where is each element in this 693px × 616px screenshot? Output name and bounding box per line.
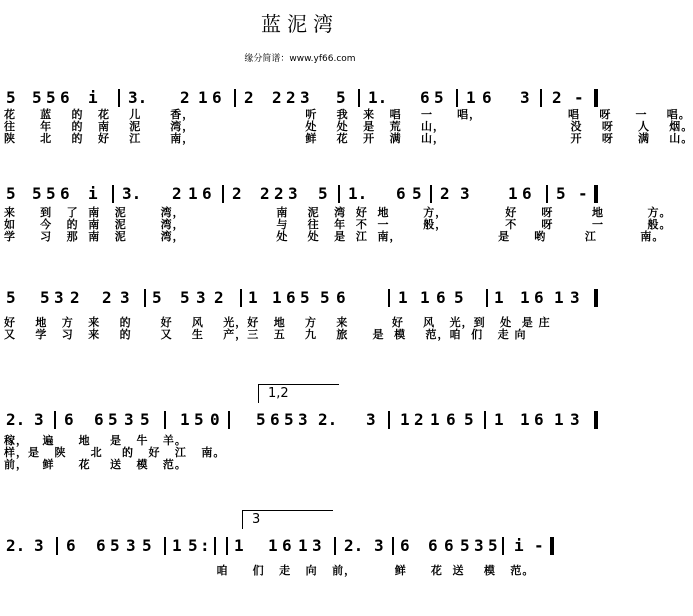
- note: 5: [454, 288, 464, 307]
- bar-line: [546, 185, 548, 203]
- note: 6: [60, 184, 70, 203]
- note: 6: [522, 184, 532, 203]
- note: 5: [6, 184, 16, 203]
- lyric-line: 咱 们 走 向 前， 鲜 花 送 模 范。: [4, 564, 535, 577]
- note: 5: [284, 410, 294, 429]
- note: 1: [420, 288, 430, 307]
- staff-row: [0, 288, 600, 368]
- note: 6: [482, 88, 492, 107]
- note: 2: [70, 288, 80, 307]
- note: 2: [214, 288, 224, 307]
- note: 5: [142, 536, 152, 555]
- note: 5: [556, 184, 566, 203]
- bar-line: [214, 537, 216, 555]
- note: -: [578, 184, 588, 203]
- note: 5: [152, 288, 162, 307]
- note: 3: [120, 288, 130, 307]
- note: 1.: [368, 88, 388, 107]
- staff-row: [0, 88, 693, 168]
- lyric-line: 如 今 的 南 泥 湾， 与 往 年 不 一 般， 不 呀 一 般。: [4, 218, 672, 231]
- note: 6: [534, 410, 544, 429]
- bar-line: [594, 89, 598, 107]
- note: 1: [188, 184, 198, 203]
- note: 5: [180, 288, 190, 307]
- note: 3: [34, 410, 44, 429]
- note: 1: [172, 536, 182, 555]
- note: 1: [198, 88, 208, 107]
- note: 3.: [128, 88, 148, 107]
- note: 5: [318, 184, 328, 203]
- bar-line: [550, 537, 554, 555]
- note: 5: [108, 410, 118, 429]
- lyric-line: 前， 鲜 花 送 模 范。: [4, 458, 187, 471]
- note: 2: [180, 88, 190, 107]
- note: 6: [96, 536, 106, 555]
- note: 1: [508, 184, 518, 203]
- note: i: [88, 88, 98, 107]
- bar-line: [388, 411, 390, 429]
- note: 5: [188, 536, 198, 555]
- bar-line: [388, 289, 390, 307]
- note: 5: [256, 410, 266, 429]
- staff-row: [0, 386, 600, 490]
- note: 1: [268, 536, 278, 555]
- note: 6: [436, 288, 446, 307]
- note: 3: [570, 410, 580, 429]
- note: 1: [494, 410, 504, 429]
- lyric-line: 样，是 陕 北 的 好 江 南。: [4, 446, 226, 459]
- bar-line: [540, 89, 542, 107]
- note: 2: [260, 184, 270, 203]
- bar-line: [164, 537, 166, 555]
- note: 5: [464, 410, 474, 429]
- note: 1: [520, 410, 530, 429]
- note: 6: [336, 288, 346, 307]
- note: 1: [520, 288, 530, 307]
- lyric-line: 稼， 遍 地 是 牛 羊。: [4, 434, 187, 447]
- note: 1: [554, 288, 564, 307]
- note: 6: [94, 410, 104, 429]
- bar-line: [228, 411, 230, 429]
- lyric-line: 花 蓝 的 花 儿 香， 听 我 来 唱 一 唱， 唱 呀 一 唱。: [4, 108, 691, 121]
- volta-label: 1,2: [268, 386, 289, 401]
- note: 2: [172, 184, 182, 203]
- note: 3: [196, 288, 206, 307]
- note: 2: [102, 288, 112, 307]
- note: 5: [32, 88, 42, 107]
- note: 3: [298, 410, 308, 429]
- note: 5: [460, 536, 470, 555]
- note: 1: [298, 536, 308, 555]
- note: 2.: [6, 410, 26, 429]
- note: 6: [446, 410, 456, 429]
- note: 6: [60, 88, 70, 107]
- note: 5: [46, 184, 56, 203]
- note: 5: [412, 184, 422, 203]
- bar-line: [222, 185, 224, 203]
- note: 1.: [348, 184, 368, 203]
- lyric-line: 来 到 了 南 泥 湾， 南 泥 湾 好 地 方， 好 呀 地 方。: [4, 206, 672, 219]
- bar-line: [430, 185, 432, 203]
- note: 3: [374, 536, 384, 555]
- note: 3: [570, 288, 580, 307]
- staff-row: [0, 512, 600, 616]
- note: 6: [400, 536, 410, 555]
- bar-line: [456, 89, 458, 107]
- note: 5: [6, 88, 16, 107]
- note: 6: [420, 88, 430, 107]
- note: 1: [466, 88, 476, 107]
- lyric-line: 好 地 方 来 的 好 风 光，好 地 方 来 好 风 光，到 处 是 庄: [4, 316, 551, 329]
- note: 3: [300, 88, 310, 107]
- lyric-line: 又 学 习 来 的 又 生 产，三 五 九 旅 是 模 范，咱 们 走 向: [4, 328, 527, 341]
- staff-row: [0, 184, 672, 264]
- note: 2: [272, 88, 282, 107]
- bar-line: [112, 185, 114, 203]
- bar-line: [144, 289, 146, 307]
- note: 2.: [6, 536, 26, 555]
- bar-line: [338, 185, 340, 203]
- note: 3: [366, 410, 376, 429]
- note: 3: [312, 536, 322, 555]
- note: 2: [232, 184, 242, 203]
- note: 1: [494, 288, 504, 307]
- note: i: [88, 184, 98, 203]
- bar-line: [594, 289, 598, 307]
- note: 5: [40, 288, 50, 307]
- note: i: [514, 536, 524, 555]
- bar-line: [594, 185, 598, 203]
- note: 2: [274, 184, 284, 203]
- bar-line: [234, 89, 236, 107]
- note: 5: [434, 88, 444, 107]
- note: 3: [474, 536, 484, 555]
- note: 3: [460, 184, 470, 203]
- note: 3: [126, 536, 136, 555]
- note: -: [534, 536, 544, 555]
- note: 6: [202, 184, 212, 203]
- bar-line: [334, 537, 336, 555]
- note: 2.: [318, 410, 338, 429]
- note: 2: [552, 88, 562, 107]
- note: 6: [534, 288, 544, 307]
- lyric-line: 学 习 那 南 泥 湾， 处 处 是 江 南， 是 哟 江 南。: [4, 230, 665, 243]
- note: 3: [124, 410, 134, 429]
- bar-line: [594, 411, 598, 429]
- note: 3: [34, 536, 44, 555]
- note: 1: [398, 288, 408, 307]
- note: 5: [6, 288, 16, 307]
- note: 6: [428, 536, 438, 555]
- bar-line: [484, 411, 486, 429]
- bar-line: [502, 537, 504, 555]
- note: 3.: [122, 184, 142, 203]
- note: 5: [46, 88, 56, 107]
- bar-line: [164, 411, 166, 429]
- bar-line: [226, 537, 228, 555]
- note: 6: [64, 410, 74, 429]
- bar-line: [486, 289, 488, 307]
- note: 3: [288, 184, 298, 203]
- note: 6: [286, 288, 296, 307]
- bar-line: [56, 537, 58, 555]
- note: 6: [66, 536, 76, 555]
- note: :: [200, 536, 210, 555]
- note: 1: [180, 410, 190, 429]
- note: 2: [286, 88, 296, 107]
- note: 6: [444, 536, 454, 555]
- lyric-line: 陕 北 的 好 江 南， 鲜 花 开 满 山， 开 呀 满 山。: [4, 132, 693, 145]
- note: 5: [140, 410, 150, 429]
- bar-line: [54, 411, 56, 429]
- lyric-line: 往 年 的 南 泥 湾， 处 处 是 荒 山， 没 呀 人 烟。: [4, 120, 693, 133]
- note: 6: [396, 184, 406, 203]
- note: 5: [320, 288, 330, 307]
- bar-line: [392, 537, 394, 555]
- note: 1: [400, 410, 410, 429]
- note: 5: [194, 410, 204, 429]
- note: 6: [270, 410, 280, 429]
- note: 2: [244, 88, 254, 107]
- note: 6: [212, 88, 222, 107]
- note: 1: [248, 288, 258, 307]
- note: 6: [282, 536, 292, 555]
- note: 1: [430, 410, 440, 429]
- note: 1: [272, 288, 282, 307]
- note: 5: [300, 288, 310, 307]
- note: 5: [110, 536, 120, 555]
- note: 5: [488, 536, 498, 555]
- note: 5: [32, 184, 42, 203]
- note: 2: [440, 184, 450, 203]
- volta-label: 3: [252, 512, 261, 527]
- note: 2.: [344, 536, 364, 555]
- song-title: 蓝泥湾: [261, 12, 339, 36]
- note: 0: [210, 410, 220, 429]
- bar-line: [240, 289, 242, 307]
- note: 1: [554, 410, 564, 429]
- source-credit: 缘分简谱：www.yf66.com: [244, 54, 356, 64]
- note: 3: [54, 288, 64, 307]
- note: -: [574, 88, 584, 107]
- note: 2: [414, 410, 424, 429]
- note: 5: [336, 88, 346, 107]
- bar-line: [358, 89, 360, 107]
- note: 3: [520, 88, 530, 107]
- bar-line: [118, 89, 120, 107]
- note: 1: [234, 536, 244, 555]
